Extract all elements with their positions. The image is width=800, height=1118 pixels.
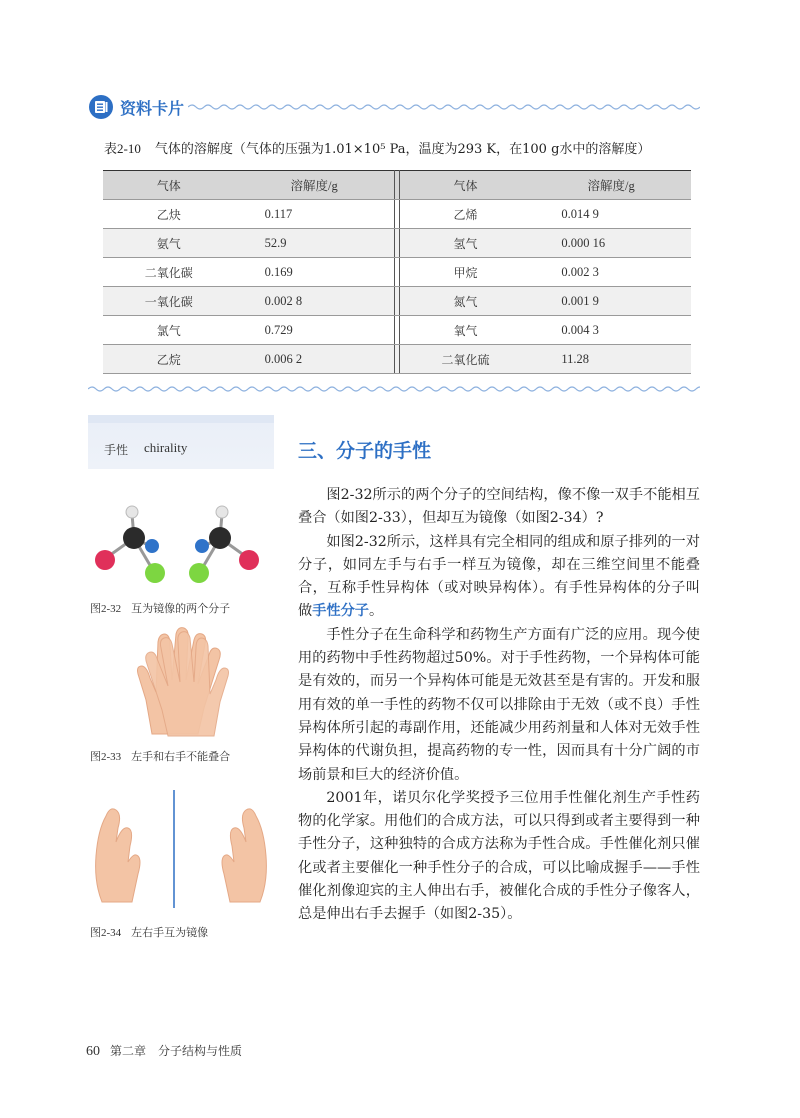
table-row — [103, 316, 691, 345]
resource-card-header — [88, 94, 700, 122]
wave-divider-bottom — [88, 384, 700, 394]
solubility-cell: 0.729 — [235, 316, 395, 345]
figure-caption-text: 左手和右手不能叠合 — [131, 750, 231, 763]
chapter-title: 分子结构与性质 — [158, 1044, 243, 1058]
solubility-cell: 11.28 — [531, 345, 691, 374]
gas-name-cell: 氯气 — [103, 316, 235, 345]
term-chinese: 手性 — [104, 443, 129, 457]
solubility-cell: 0.001 9 — [531, 287, 691, 316]
solubility-cell: 0.002 8 — [235, 287, 395, 316]
section-title: 三、分子的手性 — [298, 440, 432, 462]
paragraph — [298, 531, 700, 624]
figure-number: 图2-32 — [90, 603, 122, 615]
solubility-cell: 0.117 — [235, 200, 395, 229]
solubility-cell: 0.000 16 — [531, 229, 691, 258]
hydrogen-atom — [126, 506, 138, 518]
figure-caption — [90, 924, 208, 940]
solubility-cell: 52.9 — [235, 229, 395, 258]
table-row — [103, 345, 691, 374]
chapter-label: 第二章 — [110, 1044, 147, 1058]
molecule-left — [95, 506, 165, 583]
molecule-right — [189, 506, 259, 583]
gas-name-cell: 一氧化碳 — [103, 287, 235, 316]
table-caption-text: 气体的溶解度（气体的压强为1.01×10⁵ Pa，温度为293 K，在100 g水中的溶解度） — [154, 142, 651, 157]
paragraph: 2001年，诺贝尔化学奖授予三位用手性催化剂生产手性药物的化学家。用他们的合成方法，可以只得到或者主要得到一种手性分子，这种独特的合成方法称为手性合成。手性催化剂只催化或者主要催化一种手性分子的合成，可以比喻成握手——手性催化剂像迎宾的主人伸出右手，被催化合成的手性分子像客人，总是伸出右手去握手（如图2-35）。 — [298, 789, 700, 923]
paragraph-text: 如图2-32所示，这样具有完全相同的组成和原子排列的一对分子，如同左手与右手一样互为镜像，却在三维空间里不能叠合，互称手性异构体（或对映异构体）。有手性异构体的分子叫做 — [298, 533, 700, 620]
figure-caption — [90, 600, 230, 616]
gas-name-cell: 乙炔 — [103, 200, 235, 229]
table-caption — [104, 138, 650, 157]
gas-name-cell: 氢气 — [399, 229, 531, 258]
solubility-cell: 0.014 9 — [531, 200, 691, 229]
column-header: 气体 — [103, 171, 235, 200]
sidebar-term-box — [88, 415, 274, 469]
carbon-atom — [123, 527, 145, 549]
figure-caption-text: 互为镜像的两个分子 — [131, 602, 231, 615]
table-header-row — [103, 171, 691, 200]
table-row — [103, 200, 691, 229]
gas-name-cell: 氨气 — [103, 229, 235, 258]
carbon-atom — [209, 527, 231, 549]
table-row — [103, 258, 691, 287]
paragraph-text: 。 — [368, 603, 384, 620]
gas-name-cell: 乙烷 — [103, 345, 235, 374]
book-icon — [88, 94, 114, 120]
solubility-cell: 0.169 — [235, 258, 395, 287]
oxygen-atom — [239, 550, 259, 570]
column-header: 溶解度/g — [235, 171, 395, 200]
figure-caption-text: 左右手互为镜像 — [131, 926, 209, 939]
hand-icon — [138, 628, 229, 736]
gas-name-cell: 乙烯 — [399, 200, 531, 229]
column-header: 溶解度/g — [531, 171, 691, 200]
figure-2-33-hands — [118, 622, 248, 740]
card-title: 资料卡片 — [120, 99, 185, 118]
term-english: chirality — [144, 440, 188, 455]
gas-name-cell: 二氧化碳 — [103, 258, 235, 287]
column-header: 气体 — [399, 171, 531, 200]
chlorine-atom — [145, 563, 165, 583]
figure-2-32-mirror-molecules — [88, 498, 274, 592]
figure-number: 图2-33 — [90, 751, 122, 763]
page-number: 60 — [86, 1044, 100, 1059]
hydrogen-atom — [216, 506, 228, 518]
gas-name-cell: 氮气 — [399, 287, 531, 316]
table-row — [103, 229, 691, 258]
key-term: 手性分子 — [312, 603, 369, 620]
nitrogen-atom — [195, 539, 209, 553]
body-text — [298, 484, 700, 927]
figure-caption — [90, 748, 230, 764]
gas-name-cell: 氧气 — [399, 316, 531, 345]
gas-name-cell: 甲烷 — [399, 258, 531, 287]
gas-name-cell: 二氧化硫 — [399, 345, 531, 374]
solubility-table — [103, 170, 691, 374]
page-footer — [86, 1042, 242, 1060]
right-hand-icon — [222, 809, 266, 902]
left-hand-icon — [96, 809, 140, 902]
paragraph: 图2-32所示的两个分子的空间结构，像不像一双手不能相互叠合（如图2-33），但却互为镜像（如图2-34）? — [298, 487, 700, 527]
solubility-cell: 0.004 3 — [531, 316, 691, 345]
table-row — [103, 287, 691, 316]
oxygen-atom — [95, 550, 115, 570]
table-number: 表2-10 — [104, 141, 141, 156]
solubility-cell: 0.006 2 — [235, 345, 395, 374]
paragraph: 手性分子在生命科学和药物生产方面有广泛的应用。现今使用的药物中手性药物超过50%。对于手性药物，一个异构体可能是有效的，而另一个异构体可能是无效甚至是有害的。开发和服用有效的单一手性的药物不仅可以排除由于无效（或不良）手性异构体所引起的毒副作用，还能减少用药剂量和人体对无效手性异构体的代谢负担，提高药物的专一性，因而具有十分广阔的市场前景和巨大的经济价值。 — [298, 626, 700, 783]
figure-number: 图2-34 — [90, 927, 122, 939]
nitrogen-atom — [145, 539, 159, 553]
chlorine-atom — [189, 563, 209, 583]
solubility-cell: 0.002 3 — [531, 258, 691, 287]
wave-divider-top — [188, 102, 700, 112]
figure-2-34-mirror-hands — [88, 786, 274, 910]
